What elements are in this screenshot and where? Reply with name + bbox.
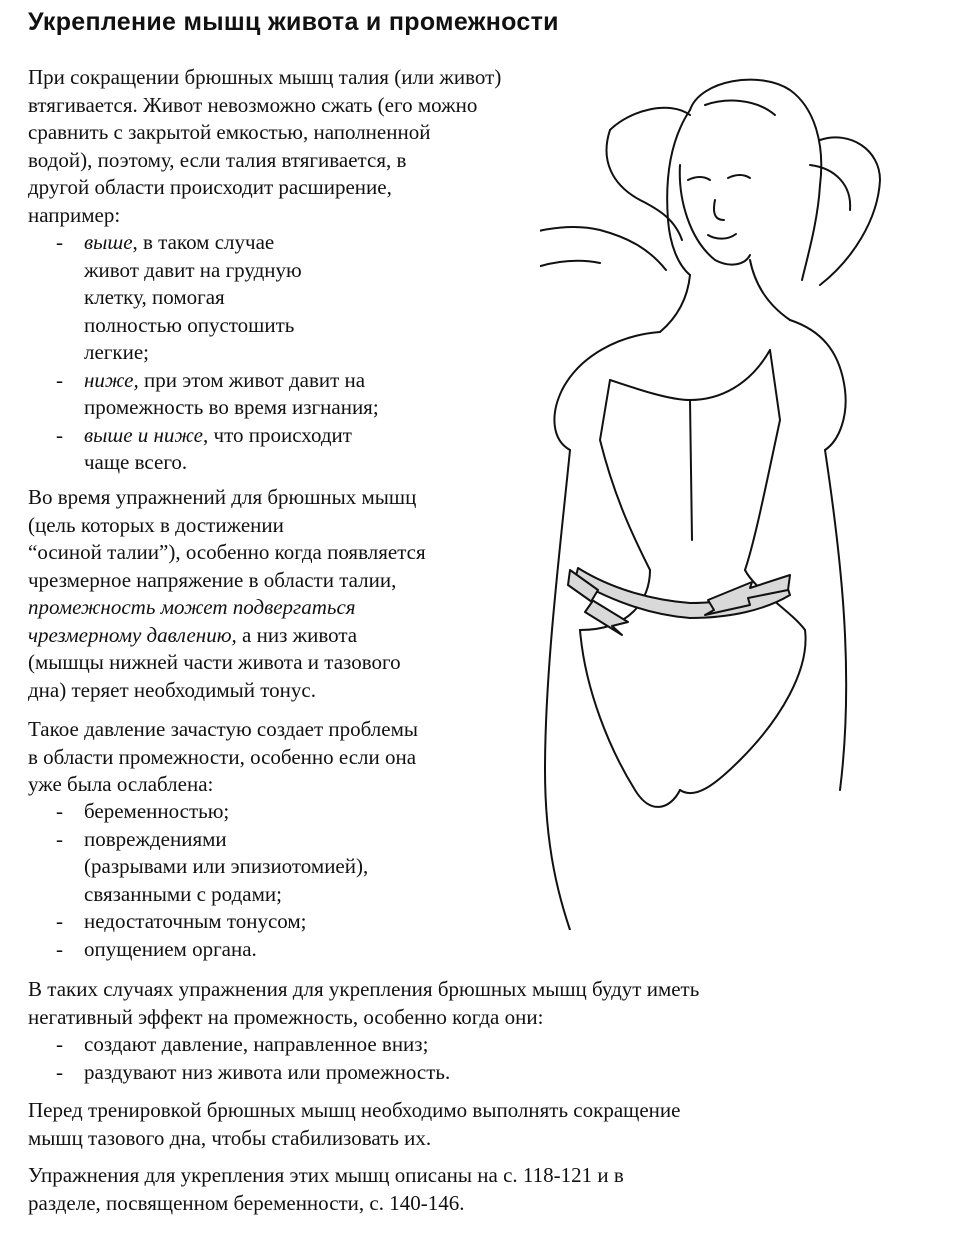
dash-marker: - xyxy=(56,909,63,933)
woman-torso-illustration xyxy=(540,70,940,930)
list-item xyxy=(56,1059,616,1087)
text-line: сравнить с закрытой емкостью, наполненной xyxy=(28,120,431,144)
dash-marker: - xyxy=(56,1032,63,1056)
text-line: в области промежности, особенно если она xyxy=(28,744,417,769)
leotard xyxy=(580,350,806,807)
item-text: создают давление, направленное вниз; xyxy=(84,1032,429,1056)
text-line: а низ живота xyxy=(236,622,358,647)
item-text: клетку, помогая xyxy=(84,285,225,309)
paragraph-negative-effect xyxy=(28,976,933,1031)
list-item xyxy=(56,798,496,826)
text-line: негативный эффект на промежность, особенно когда они: xyxy=(28,1004,544,1029)
page-title: Укрепление мышц живота и промежности xyxy=(28,8,559,36)
item-text: раздувают низ живота или промежность. xyxy=(84,1059,451,1084)
emphasis-text: чрезмерному давлению, xyxy=(28,622,237,647)
face xyxy=(680,165,750,265)
emphasis-text: выше и ниже xyxy=(84,422,204,447)
text-line: (мышцы нижней части живота и тазового xyxy=(28,650,401,674)
arms-raised xyxy=(540,108,880,300)
item-text: связанными с родами; xyxy=(84,881,282,906)
text-line: “осиной талии”), особенно когда появляется xyxy=(28,540,426,564)
text-line: разделе, посвященном беременности, с. 140-146. xyxy=(28,1190,465,1215)
text-line: При сокращении брюшных мышц талия (или живот) xyxy=(28,65,502,89)
belt xyxy=(568,568,790,635)
text-line: чрезмерное напряжение в области талии, xyxy=(28,567,397,592)
item-text: (разрывами или эпизиотомией), xyxy=(84,854,369,878)
paragraph-weakened-perineum xyxy=(28,716,548,799)
item-text: беременностью; xyxy=(84,799,230,823)
dash-marker: - xyxy=(56,799,63,823)
item-text: недостаточным тонусом; xyxy=(84,909,307,933)
paragraph-page-reference xyxy=(28,1162,933,1217)
text-line: Во время упражнений для брюшных мышц xyxy=(28,485,417,509)
dash-marker: - xyxy=(56,230,63,254)
text-line: (цель которых в достижении xyxy=(28,512,284,537)
text-line: водой), поэтому, если талия втягивается, в xyxy=(28,147,407,172)
item-text: легкие; xyxy=(84,340,150,364)
list-item xyxy=(56,1031,616,1059)
item-text: полностью опустошить xyxy=(84,312,295,337)
list-item xyxy=(56,826,496,909)
bullet-list xyxy=(56,1031,616,1086)
item-text: промежность во время изгнания; xyxy=(84,395,379,419)
emphasis-text: ниже, xyxy=(84,367,139,392)
paragraph-before-training xyxy=(28,1097,933,1152)
bullet-list xyxy=(56,229,496,477)
paragraph-exercise-pressure xyxy=(28,484,548,704)
intro-paragraph xyxy=(28,64,628,229)
text-line: мышц тазового дна, чтобы стабилизовать их. xyxy=(28,1125,432,1150)
list-item xyxy=(56,422,496,477)
item-text: живот давит на грудную xyxy=(84,257,302,282)
text-line: например: xyxy=(28,202,121,227)
text-line: другой области происходит расширение, xyxy=(28,175,392,199)
item-text: , в таком случае xyxy=(132,230,275,254)
neck-shoulders xyxy=(554,260,845,450)
bullet-list xyxy=(56,798,496,963)
list-item xyxy=(56,936,496,964)
text-line: Такое давление зачастую создает проблемы xyxy=(28,717,418,741)
list-item xyxy=(56,229,496,367)
item-text: при этом живот давит на xyxy=(138,367,366,392)
list-item xyxy=(56,908,496,936)
text-line: втягивается. Живот невозможно сжать (его можно xyxy=(28,92,478,117)
item-text: опущением органа. xyxy=(84,936,257,961)
emphasis-text: промежность может подвергаться xyxy=(28,595,356,619)
text-line: В таких случаях упражнения для укрепления брюшных мышц будут иметь xyxy=(28,977,700,1001)
dash-marker: - xyxy=(56,422,63,447)
list-item xyxy=(56,367,496,422)
dash-marker: - xyxy=(56,367,63,392)
emphasis-text: выше xyxy=(84,230,133,254)
text-line: Перед тренировкой брюшных мышц необходимо выполнять сокращение xyxy=(28,1098,681,1122)
text-line: уже была ослаблена: xyxy=(28,772,214,796)
dash-marker: - xyxy=(56,936,63,961)
item-text: повреждениями xyxy=(84,826,227,851)
item-text: , что происходит xyxy=(203,422,352,447)
item-text: чаще всего. xyxy=(84,450,188,474)
dash-marker: - xyxy=(56,826,63,851)
dash-marker: - xyxy=(56,1059,63,1084)
text-line: Упражнения для укрепления этих мышц описаны на с. 118-121 и в xyxy=(28,1163,624,1187)
text-line: дна) теряет необходимый тонус. xyxy=(28,677,316,702)
